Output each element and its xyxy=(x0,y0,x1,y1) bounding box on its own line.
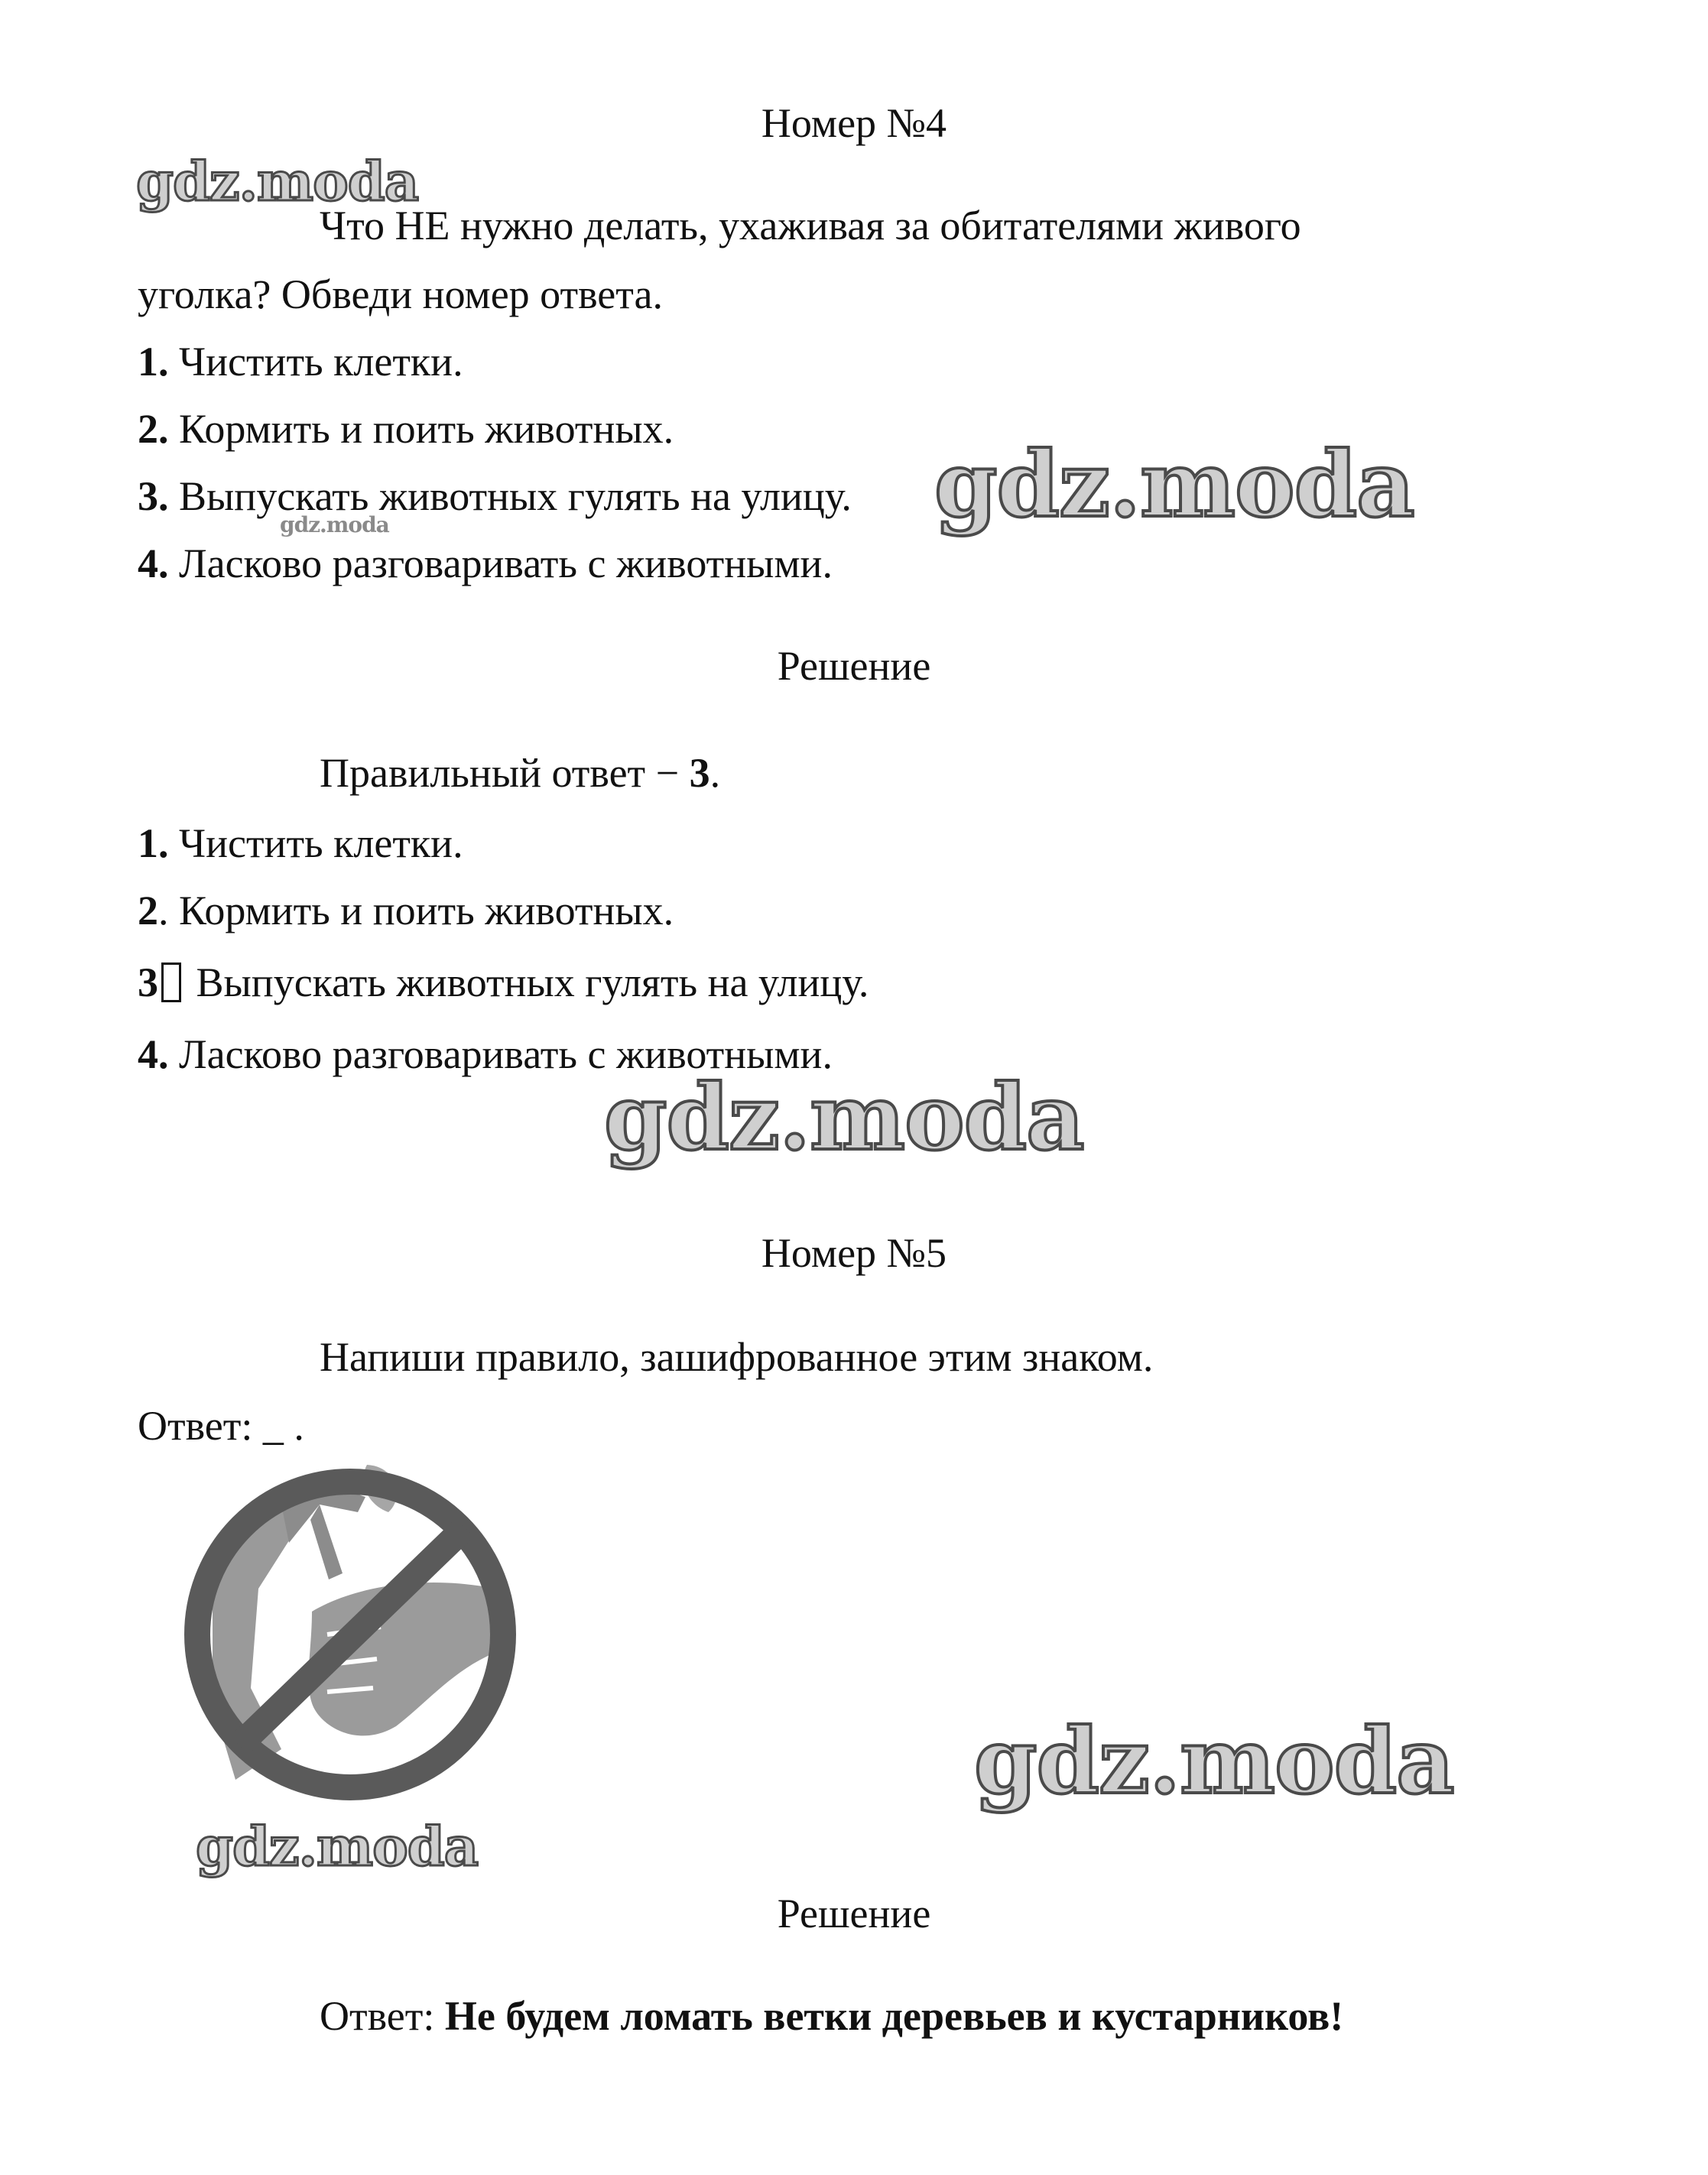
task4-solution-option-1: 1. Чистить клетки. xyxy=(138,820,463,866)
task4-option-2: 2. Кормить и поить животных. xyxy=(138,406,674,452)
watermark: gdz.moda xyxy=(136,150,419,213)
task4-solution-option-3: 3 Выпускать животных гулять на улицу. xyxy=(138,959,869,1005)
task4-question-line1: Что НЕ нужно делать, ухаживая за обитателями живого xyxy=(320,203,1301,248)
watermark: gdz.moda xyxy=(604,1064,1084,1170)
watermark: gdz.moda xyxy=(974,1708,1454,1814)
task4-title: Номер №4 xyxy=(761,100,947,146)
task5-question: Напиши правило, зашифрованное этим знаком. xyxy=(320,1334,1154,1380)
watermark: gdz.moda xyxy=(280,512,389,537)
watermark: gdz.moda xyxy=(196,1815,479,1878)
no-breaking-branches-sign-icon xyxy=(167,1459,534,1810)
task4-option-3: 3. Выпускать животных гулять на улицу. xyxy=(138,473,852,519)
task4-option-1: 1. Чистить клетки. xyxy=(138,339,463,385)
watermark: gdz.moda xyxy=(934,431,1414,537)
task4-answer: Правильный ответ − 3. xyxy=(320,750,721,796)
task5-title: Номер №5 xyxy=(761,1230,947,1276)
circled-answer-mark xyxy=(161,963,181,1002)
task4-question-line2: уголка? Обведи номер ответа. xyxy=(138,271,663,317)
task4-solution-option-4: 4. Ласково разговаривать с животными. xyxy=(138,1031,833,1077)
task4-solution-option-2: 2. Кормить и поить животных. xyxy=(138,888,674,933)
task4-option-4: 4. Ласково разговаривать с животными. xyxy=(138,541,833,586)
task5-answer: Ответ: Не будем ломать ветки деревьев и кустарников! xyxy=(320,1993,1344,2039)
task5-solution-title: Решение xyxy=(777,1891,931,1936)
task4-solution-title: Решение xyxy=(777,643,931,689)
task5-answer-blank: Ответ: _ . xyxy=(138,1403,304,1449)
